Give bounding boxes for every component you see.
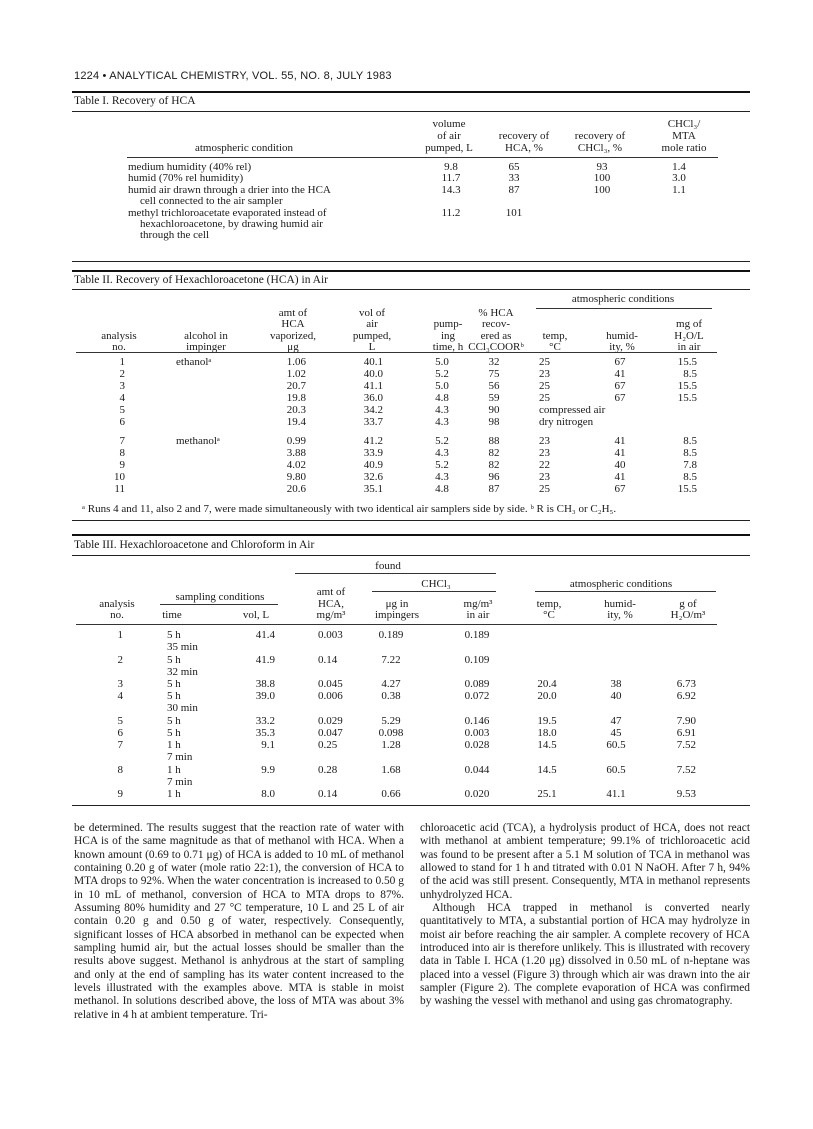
- col-header-mgm3: mg/m³: [463, 597, 493, 610]
- col-header-amt: μg: [287, 341, 299, 353]
- col-header-recovery: CCl₃COORᵇ: [468, 341, 524, 353]
- table-cell-mg-water: 15.5: [677, 483, 697, 495]
- table-cell-no: 2: [117, 654, 123, 666]
- table-cell-temp: 23: [539, 435, 550, 447]
- col-header-humidity: ity, %: [607, 609, 633, 621]
- table-cell-mg-water: 7.8: [683, 459, 697, 471]
- table-cell-temp: 14.5: [537, 739, 557, 751]
- table-cell-mgm3: 0.109: [464, 654, 490, 666]
- table-cell-amt: 0.006: [318, 690, 343, 702]
- table-cell-hca: 87: [508, 183, 520, 196]
- table-cell-humidity: 38: [610, 678, 622, 690]
- table-cell-humidity: 67: [614, 380, 626, 392]
- table-cell-amt: 1.06: [286, 356, 306, 368]
- table-cell-volume: 14.3: [441, 183, 461, 196]
- table-cell-temp: compressed air: [539, 404, 606, 416]
- table2-top-rule: [72, 270, 750, 272]
- col-header-mgm3: in air: [466, 609, 490, 621]
- table-cell-vol: 32.6: [363, 471, 383, 483]
- table-cell-time: 1 h: [167, 764, 181, 776]
- sampling-rule: [160, 604, 278, 605]
- table-cell-ug: 0.66: [381, 788, 401, 800]
- table-cell-temp: 25: [539, 380, 550, 392]
- table-cell-amt: 0.99: [286, 435, 306, 447]
- col-header-amt: amt of: [278, 306, 308, 319]
- table-cell-recovery: 87: [488, 483, 500, 495]
- table-cell-ug: 0.38: [381, 690, 401, 702]
- table-cell-recovery: 90: [488, 404, 500, 416]
- table-cell-temp: 19.5: [537, 715, 557, 727]
- body-paragraph: chloroacetic acid (TCA), a hydrolysis product of HCA, does not react with methanol at ambient temperature; 99.1% of trichloroacetic acid was found to be present after a 5.1 M solution of TCA in methanol was allowed to stand for 1 h and titrated with 0.01 N NaOH. After 7 h, 94% of the acid was still present. Consequently, MTA in methanol represents unhydrolyzed HCA.: [420, 822, 750, 901]
- table-cell-amt: 0.25: [318, 739, 338, 751]
- table-cell-amt: 0.14: [318, 654, 338, 666]
- col-header-g-water: g of: [679, 597, 697, 610]
- body-paragraph: Although HCA trapped in methanol is converted nearly quantitatively to MTA, a substantial portion of HCA may hydrolyze in moist air before reaching the air sampler. A complete recovery of HCA introduced into air is therefore unlikely. This is illustrated with recovery data in Table I. HCA (1.20 μg) dissolved in 0.50 mL of n-heptane was placed into a vessel (Figure 3) through which air was drawn into the air sampler (Figure 2). The complete evaporation of HCA was confirmed by washing the vessel with methanol and using gas chromatography.: [420, 902, 750, 1008]
- table-cell-no: 9: [117, 788, 123, 800]
- table-cell-no: 5: [119, 404, 125, 416]
- table-cell-no: 2: [119, 368, 125, 380]
- table-row-condition: humid (70% rel humidity): [128, 172, 244, 185]
- table-cell-no: 4: [117, 690, 123, 702]
- table-cell-amt: 0.28: [318, 764, 338, 776]
- table-cell-vol: 33.7: [363, 416, 383, 428]
- table-cell-amt: 3.88: [286, 447, 306, 459]
- table-cell-chcl3: 100: [593, 183, 611, 196]
- table-cell-ug: 5.29: [381, 715, 401, 727]
- table-cell-no: 7: [117, 739, 123, 751]
- table-cell-amt: 0.029: [318, 715, 343, 727]
- table-cell-ug: 1.68: [381, 764, 401, 776]
- table-cell-recovery: 88: [488, 435, 500, 447]
- table-cell-g-water: 7.90: [676, 715, 696, 727]
- table3-caption: Table III. Hexachloroacetone and Chloroform in Air: [74, 539, 315, 551]
- table-cell-pumping: 4.3: [435, 404, 449, 416]
- atm-conditions-rule: [536, 308, 712, 309]
- table-cell-recovery: 56: [488, 380, 500, 392]
- body-right-column: [420, 822, 750, 1009]
- table-row-condition: humid air drawn through a drier into the HCA: [128, 183, 331, 196]
- col-header-amt: amt of: [316, 586, 346, 598]
- table-cell-pumping: 5.2: [435, 459, 449, 471]
- table-cell-pumping: 5.0: [435, 380, 449, 392]
- table-cell-humidity: 67: [614, 356, 626, 368]
- table-cell-amt: 0.045: [318, 678, 343, 690]
- table-cell-no: 7: [119, 435, 125, 447]
- table-cell-mg-water: 15.5: [677, 380, 697, 392]
- table-cell-no: 9: [119, 459, 125, 471]
- table-cell-mg-water: 8.5: [683, 435, 697, 447]
- table-cell-amt: 4.02: [286, 459, 306, 471]
- col-header-recovery: ered as: [480, 329, 512, 342]
- table-cell-vol: 33.9: [363, 447, 383, 459]
- table-cell-amt: 20.3: [286, 404, 306, 416]
- table-cell-ug: 0.098: [378, 727, 404, 739]
- table-cell-humidity: 60.5: [606, 739, 626, 751]
- table-cell-humidity: 60.5: [606, 764, 626, 776]
- table-cell-vol: 8.0: [261, 788, 275, 800]
- table-cell-vol: 39.0: [255, 690, 275, 702]
- table-cell-temp: 18.0: [537, 727, 557, 739]
- table-cell-vol: 9.1: [261, 739, 275, 751]
- group-header-found: found: [375, 560, 401, 572]
- table-row-condition: through the cell: [140, 229, 210, 242]
- body-paragraph: be determined. The results suggest that the reaction rate of water with HCA is of the same magnitude as that of methanol with HCA. When a known amount (0.69 to 0.71 μg) of HCA is added to 10 mL of methanol containing 0.20 g of water (mole ratio 22:1), the conversion of HCA to MTA drops to 92%. When the water concentration is increased to 0.50 g in 10 mL of methanol, conversion of HCA to MTA drops to 87%. Assuming 80% humidity and 27 °C temperature, 10 L and 25 L of air contain 0.20 g and 0.50 g of water, respectively. Consequently, significant losses of HCA absorbed in methanol can be expected when sampling humid air, but the actual losses should be smaller than the results above suggest. Methanol is anhydrous at the start of sampling and only at the end of sampling has its water content increased to the levels illustrated with the examples above. MTA is stable in moist methanol. In solutions described above, the loss of MTA was about 3% relative in 4 h at ambient temperature. Tri-: [74, 822, 404, 1021]
- table-cell-vol: 40.0: [363, 368, 383, 380]
- table-cell-recovery: 59: [488, 392, 500, 404]
- table-row-condition: medium humidity (40% rel): [128, 161, 252, 173]
- table-cell-humidity: 41: [614, 447, 626, 459]
- table1-caption-rule: [72, 111, 750, 112]
- table-cell-mgm3: 0.044: [464, 764, 490, 776]
- table-cell-time: 1 h: [167, 788, 181, 800]
- table-cell-mg-water: 15.5: [677, 356, 697, 368]
- table-cell-mgm3: 0.020: [464, 788, 490, 800]
- table-cell-ug: 1.28: [381, 739, 401, 751]
- table-cell-ratio: 3.0: [672, 172, 686, 185]
- col-header-analysis: analysis: [99, 597, 135, 610]
- col-header-pumping: pump-: [433, 318, 463, 330]
- table-cell-humidity: 40: [614, 459, 626, 471]
- table-cell-vol: 33.2: [255, 715, 275, 727]
- table-cell-mg-water: 8.5: [683, 368, 697, 380]
- table-cell-time: 5 h: [167, 629, 181, 641]
- table-cell-pumping: 4.8: [435, 392, 449, 404]
- group-header-chcl3: CHCl₃: [421, 578, 451, 590]
- col-header-pumping: time, h: [432, 341, 464, 353]
- col-header-ug: impingers: [375, 609, 419, 621]
- table-cell-no: 6: [119, 416, 125, 428]
- table-cell-vol: 35.1: [363, 483, 383, 495]
- col-header-humidity: ity, %: [609, 341, 635, 353]
- table-cell-no: 4: [119, 392, 125, 404]
- table-cell-time: 5 h: [167, 715, 181, 727]
- table-cell-mgm3: 0.003: [464, 727, 490, 739]
- table-cell-pumping: 5.2: [435, 368, 449, 380]
- table-cell-g-water: 6.92: [676, 690, 696, 702]
- table-cell-no: 8: [119, 447, 125, 459]
- col-header-alcohol: impinger: [186, 341, 226, 353]
- table-cell-mgm3: 0.189: [464, 629, 490, 641]
- table-cell-ug: 7.22: [381, 654, 401, 666]
- table-cell-humidity: 40: [610, 690, 622, 702]
- table-cell-no: 8: [117, 764, 123, 776]
- col-header-temp: °C: [543, 609, 555, 621]
- col-header-humidity: humid-: [604, 597, 636, 610]
- col-header-recovery-hca: recovery of: [498, 130, 550, 142]
- table-cell-chcl3: 93: [596, 161, 608, 173]
- table-cell-no: 6: [117, 727, 123, 739]
- col-header-volume: pumped, L: [425, 142, 473, 154]
- table-cell-amt: 1.02: [286, 368, 306, 380]
- table-cell-vol: 38.8: [255, 678, 275, 690]
- col-header-temp: temp,: [536, 597, 562, 610]
- table-cell-alcohol: ethanolᵃ: [176, 356, 212, 368]
- table-cell-pumping: 4.3: [435, 471, 449, 483]
- table-cell-recovery: 98: [488, 416, 500, 428]
- col-header-amt: HCA,: [318, 597, 344, 610]
- table3-caption-rule: [72, 555, 750, 556]
- col-header-recovery: recov-: [481, 318, 511, 330]
- col-header-analysis: no.: [110, 609, 124, 621]
- table-cell-temp: 25: [539, 392, 550, 404]
- table-cell-mg-water: 8.5: [683, 447, 697, 459]
- col-header-time: time: [162, 609, 182, 621]
- table3-bottom-rule: [72, 805, 750, 806]
- table2-caption-rule: [72, 289, 750, 290]
- col-header-ratio: MTA: [672, 130, 696, 142]
- table-cell-alcohol: methanolᵃ: [176, 435, 220, 447]
- table-cell-amt: 20.6: [286, 483, 306, 495]
- table-cell-humidity: 41.1: [606, 788, 626, 800]
- table-cell-temp: 25: [539, 483, 550, 495]
- table-cell-mgm3: 0.028: [464, 739, 490, 751]
- table-cell-temp: 20.0: [537, 690, 557, 702]
- table-cell-pumping: 5.0: [435, 356, 449, 368]
- table-cell-time: 5 h: [167, 654, 181, 666]
- col-header-recovery-chcl3: CHCl₃, %: [577, 142, 623, 154]
- table-cell-hca: 65: [508, 161, 520, 173]
- table-row-condition: cell connected to the air sampler: [140, 195, 283, 208]
- table-cell-time: 7 min: [167, 776, 193, 788]
- table-cell-humidity: 47: [610, 715, 622, 727]
- table-cell-amt: 20.7: [286, 380, 306, 392]
- col-header-mg-water: in air: [677, 341, 701, 353]
- col-header-condition: atmospheric condition: [194, 142, 294, 154]
- table2-footnote: ᵃ Runs 4 and 11, also 2 and 7, were made simultaneously with two identical air samplers side by side. ᵇ R is CH₃ or C₂H₅.: [82, 503, 617, 515]
- table-cell-temp: 20.4: [537, 678, 557, 690]
- table-cell-recovery: 75: [488, 368, 500, 380]
- col-header-vol: vol of: [359, 306, 385, 319]
- col-header-ratio: mole ratio: [661, 142, 707, 154]
- table-cell-time: 35 min: [167, 641, 198, 653]
- table-cell-chcl3: 100: [593, 172, 611, 185]
- table-cell-pumping: 4.3: [435, 416, 449, 428]
- table-cell-volume: 11.2: [441, 206, 461, 219]
- table-cell-mg-water: 15.5: [677, 392, 697, 404]
- table-cell-vol: 9.9: [261, 764, 275, 776]
- table-cell-no: 1: [119, 356, 125, 368]
- table-cell-vol: 35.3: [255, 727, 275, 739]
- table-cell-no: 11: [114, 483, 125, 495]
- table-cell-g-water: 6.73: [676, 678, 696, 690]
- table-cell-humidity: 45: [610, 727, 622, 739]
- col-header-volume: volume: [432, 118, 466, 130]
- col-header-vol: air: [366, 318, 378, 330]
- table-cell-temp: 25: [539, 356, 550, 368]
- table2-header-rule: [76, 352, 717, 353]
- table1-caption: Table I. Recovery of HCA: [74, 95, 196, 107]
- col-header-vol: pumped,: [352, 329, 392, 342]
- group-header-atmospheric: atmospheric conditions: [569, 578, 673, 590]
- table-cell-vol: 41.2: [363, 435, 383, 447]
- table-cell-volume: 11.7: [441, 172, 461, 185]
- col-header-vol: vol, L: [242, 609, 270, 621]
- table-cell-time: 5 h: [167, 690, 181, 702]
- table-cell-g-water: 7.52: [676, 764, 696, 776]
- table-row-condition: hexachloroacetone, by drawing humid air: [140, 218, 323, 230]
- col-header-recovery-chcl3: recovery of: [574, 130, 626, 142]
- table-cell-g-water: 7.52: [676, 739, 696, 751]
- table-cell-humidity: 67: [614, 483, 626, 495]
- table-cell-time: 7 min: [167, 751, 193, 763]
- atm-conditions-rule: [535, 591, 716, 592]
- table-cell-humidity: 41: [614, 471, 626, 483]
- table-cell-recovery: 82: [488, 447, 500, 459]
- table-cell-temp: 22: [539, 459, 550, 471]
- table-cell-amt: 0.047: [318, 727, 343, 739]
- table-cell-no: 3: [117, 678, 123, 690]
- table-cell-ratio: 1.1: [672, 183, 686, 196]
- table-cell-vol: 36.0: [363, 392, 383, 404]
- table-cell-pumping: 4.3: [435, 447, 449, 459]
- table-cell-pumping: 5.2: [435, 435, 449, 447]
- table-cell-amt: 0.14: [318, 788, 338, 800]
- col-header-g-water: H₂O/m³: [670, 609, 706, 621]
- col-header-pumping: ing: [440, 329, 456, 342]
- table-cell-amt: 9.80: [286, 471, 306, 483]
- col-header-analysis: no.: [112, 341, 126, 353]
- col-header-amt: mg/m³: [316, 609, 346, 621]
- col-header-humidity: humid-: [606, 329, 638, 342]
- running-head: 1224 • ANALYTICAL CHEMISTRY, VOL. 55, NO. 8, JULY 1983: [74, 70, 392, 82]
- table-cell-vol: 40.1: [363, 356, 383, 368]
- group-header-atmospheric: atmospheric conditions: [571, 293, 675, 305]
- chcl3-rule: [372, 591, 496, 592]
- col-header-amt: vaporized,: [269, 329, 317, 342]
- body-left-column: [74, 822, 404, 1022]
- table1-bottom-rule: [72, 261, 750, 262]
- col-header-mg-water: H₂O/L: [674, 329, 704, 342]
- table-cell-hca: 101: [505, 206, 523, 219]
- table2-caption: Table II. Recovery of Hexachloroacetone (HCA) in Air: [74, 274, 329, 286]
- table-cell-time: 1 h: [167, 739, 181, 751]
- table-cell-recovery: 96: [488, 471, 500, 483]
- col-header-ug: μg in: [385, 597, 409, 610]
- table-cell-volume: 9.8: [444, 161, 458, 173]
- table-cell-ug: 4.27: [381, 678, 401, 690]
- table-cell-vol: 34.2: [363, 404, 383, 416]
- col-header-temp: temp,: [542, 329, 568, 342]
- col-header-amt: HCA: [281, 318, 305, 330]
- table-cell-no: 10: [114, 471, 125, 483]
- table-cell-temp: 23: [539, 447, 550, 459]
- table-cell-g-water: 6.91: [676, 727, 696, 739]
- table-cell-time: 32 min: [167, 666, 198, 678]
- table2-bottom-rule: [72, 520, 750, 521]
- col-header-recovery: % HCA: [478, 306, 514, 319]
- table-cell-time: 30 min: [167, 702, 198, 714]
- table-cell-temp: 14.5: [537, 764, 557, 776]
- table-cell-humidity: 41: [614, 435, 626, 447]
- table-cell-vol: 41.1: [363, 380, 383, 392]
- col-header-alcohol: alcohol in: [184, 329, 228, 342]
- table-cell-time: 5 h: [167, 678, 181, 690]
- table-cell-g-water: 9.53: [676, 788, 696, 800]
- table-cell-temp: 25.1: [537, 788, 557, 800]
- col-header-vol: L: [368, 341, 376, 353]
- table-cell-amt: 0.003: [318, 629, 343, 641]
- col-header-volume: of air: [437, 130, 461, 142]
- table-cell-mgm3: 0.089: [464, 678, 490, 690]
- table-row-condition: methyl trichloroacetate evaporated instead of: [128, 206, 327, 219]
- group-header-sampling: sampling conditions: [175, 591, 265, 603]
- table1-header-rule: [127, 157, 718, 158]
- table-cell-no: 5: [117, 715, 123, 727]
- table-cell-pumping: 4.8: [435, 483, 449, 495]
- table-cell-amt: 19.4: [286, 416, 306, 428]
- table-cell-temp: 23: [539, 368, 550, 380]
- table-cell-recovery: 82: [488, 459, 500, 471]
- found-rule: [295, 573, 496, 574]
- table3-header-rule: [76, 624, 717, 625]
- table-cell-time: 5 h: [167, 727, 181, 739]
- col-header-ratio: CHCl₃/: [667, 118, 701, 130]
- table-cell-mgm3: 0.072: [464, 690, 490, 702]
- table-cell-no: 3: [119, 380, 125, 392]
- col-header-mg-water: mg of: [676, 318, 702, 330]
- table-cell-hca: 33: [508, 172, 520, 185]
- table-cell-recovery: 32: [488, 356, 500, 368]
- table1-top-rule: [72, 91, 750, 93]
- table-cell-ug: 0.189: [378, 629, 404, 641]
- col-header-recovery-hca: HCA, %: [505, 142, 543, 154]
- table-cell-temp: dry nitrogen: [539, 416, 594, 428]
- table-cell-mgm3: 0.146: [464, 715, 490, 727]
- col-header-analysis: analysis: [101, 329, 137, 342]
- table-cell-temp: 23: [539, 471, 550, 483]
- table-cell-no: 1: [117, 629, 123, 641]
- table-cell-vol: 40.9: [363, 459, 383, 471]
- table-cell-amt: 19.8: [286, 392, 306, 404]
- table-cell-humidity: 41: [614, 368, 626, 380]
- col-header-temp: °C: [549, 341, 561, 353]
- table-cell-ratio: 1.4: [672, 161, 686, 173]
- table-cell-mg-water: 8.5: [683, 471, 697, 483]
- table-cell-vol: 41.4: [255, 629, 275, 641]
- table-cell-vol: 41.9: [255, 654, 275, 666]
- table3-top-rule: [72, 534, 750, 536]
- table-cell-humidity: 67: [614, 392, 626, 404]
